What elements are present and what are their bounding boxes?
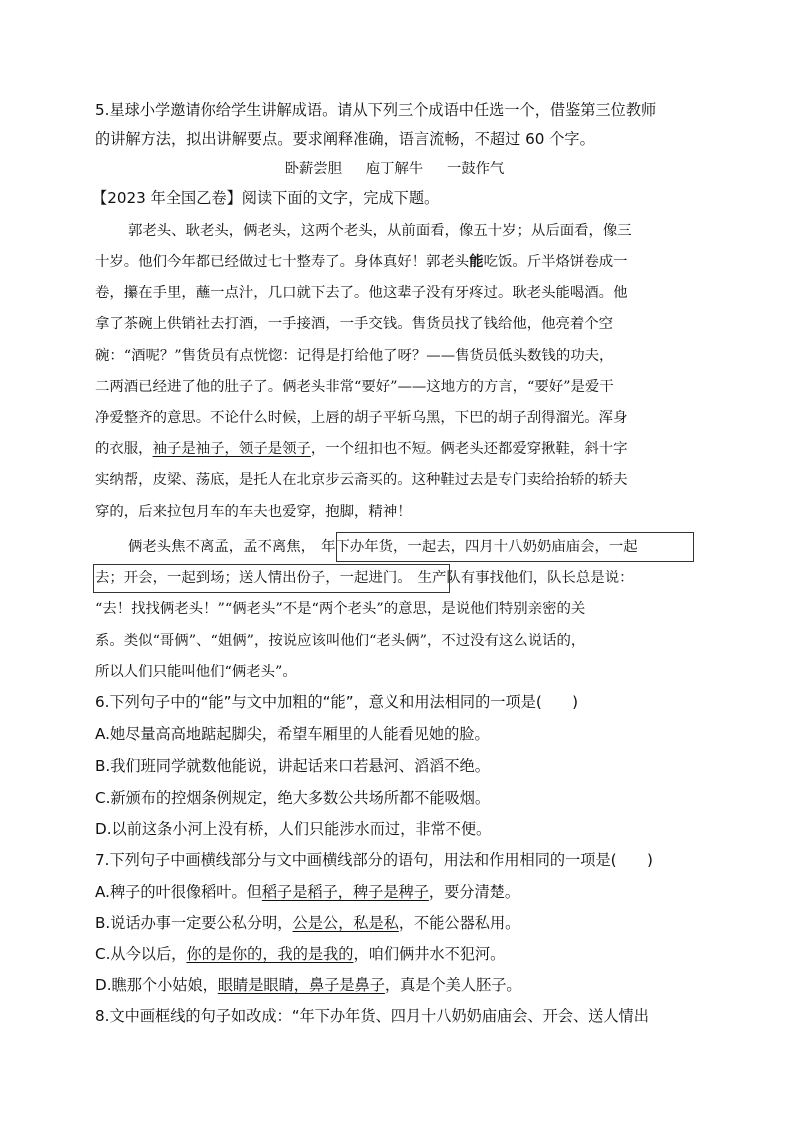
idiom-2: 庖丁解牛: [365, 161, 424, 177]
q5-idioms: [0, 159, 789, 179]
q7-option-b: B.说话办事一定要公私分明，公是公，私是私，不能公器私用。: [95, 914, 521, 932]
q7-option-a: A.稗子的叶很像稻叶。但稻子是稻子，稗子是稗子，要分清楚。: [95, 883, 521, 901]
passage-p2-line-2: 去；开会，一起到场；送人情出份子，一起进门。 生产队有事找他们，队长总是说：: [95, 570, 634, 586]
passage-p1-line-7: 净爱整齐的意思。不论什么时候，上唇的胡子平斩乌黑，下巴的胡子刮得溜光。浑身: [95, 410, 628, 426]
passage-p1-line-3: 卷，攥在手里，蘸一点汁，几口就下去了。他这辈子没有牙疼过。耿老头能喝酒。他: [95, 285, 628, 301]
q6-option-d: D.以前这条小河上没有桥，人们只能涉水而过，非常不便。: [95, 820, 492, 838]
passage-p1-line-10: 穿的，后来拉包月车的车夫也爱穿，抱脚，精神！: [95, 504, 412, 520]
passage-p2-line-4: 系。类似“哥俩”、“姐俩”，按说应该叫他们“老头俩”，不过没有这么说话的，: [95, 633, 586, 649]
bold-neng: 能: [469, 253, 484, 270]
q6-stem: 6.下列句子中的“能”与文中加粗的“能”，意义和用法相同的一项是( ): [95, 693, 579, 711]
q5-line-2: 的讲解方法，拟出讲解要点。要求阐释准确，语言流畅，不超过 60 个字。: [95, 130, 595, 148]
q7-stem: 7.下列句子中画横线部分与文中画横线部分的语句，用法和作用相同的一项是( ): [95, 851, 653, 869]
q7-option-d: D.瞧那个小姑娘，眼睛是眼睛，鼻子是鼻子，真是个美人胚子。: [95, 976, 522, 994]
passage-p1-line-2: 十岁。他们今年都已经做过七十整寿了。身体真好！郭老头能吃饭。斤半烙饼卷成一: [95, 253, 628, 270]
q6-option-c: C.新颁布的控烟条例规定，绝大多数公共场所都不能吸烟。: [95, 789, 491, 807]
framed-sentence-part-1: 年下办年货，一起去，四月十八奶奶庙庙会，一起: [321, 539, 638, 555]
q6-option-a: A.她尽量高高地踮起脚尖，希望车厢里的人能看见她的脸。: [95, 725, 490, 743]
source-heading: 【2023 年全国乙卷】阅读下面的文字，完成下题。: [92, 189, 440, 207]
underlined-phrase: 袖子是袖子，领子是领子: [152, 441, 311, 457]
framed-sentence-part-2: 去；开会，一起到场；送人情出份子，一起进门。: [95, 570, 412, 586]
passage-p2-line-3: “去！找找俩老头！”“俩老头”不是“两个老头”的意思，是说他们特别亲密的关: [95, 601, 586, 617]
q6-option-b: B.我们班同学就数他能说，讲起话来口若悬河、滔滔不绝。: [95, 757, 490, 775]
passage-p2-line-1: 俩老头焦不离孟，孟不离焦， 年下办年货，一起去，四月十八奶奶庙庙会，一起: [128, 539, 638, 555]
passage-p1-line-5: 碗：“酒呢？”售货员有点恍惚：记得是打给他了呀？——售货员低头数钱的功夫，: [95, 348, 614, 364]
passage-p2-line-5: 所以人们只能叫他们“俩老头”。: [95, 664, 297, 680]
idiom-1: 卧薪尝胆: [284, 161, 342, 177]
q8-stem: 8.文中画框线的句子如改成：“年下办年货、四月十八奶奶庙庙会、开会、送人情出: [95, 1007, 649, 1025]
passage-p1-line-8: 的衣服，袖子是袖子，领子是领子，一个纽扣也不短。俩老头还都爱穿揪鞋，斜十字: [95, 441, 628, 457]
q7-option-c: C.从今以后，你的是你的，我的是我的，咱们俩井水不犯河。: [95, 945, 506, 963]
q5-line-1: 5.星球小学邀请你给学生讲解成语。请从下列三个成语中任选一个，借鉴第三位教师: [95, 101, 657, 119]
passage-p1-line-6: 二两酒已经进了他的肚子了。俩老头非常“要好”——这地方的方言，“要好”是爱干: [95, 379, 614, 395]
passage-p1-line-4: 拿了茶碗上供销社去打酒，一手接酒，一手交钱。售货员找了钱给他，他亮着个空: [95, 316, 614, 332]
passage-p1-line-9: 实纳帮，皮梁、荡底，是托人在北京步云斋买的。这种鞋过去是专门卖给抬轿的轿夫: [95, 472, 628, 488]
passage-p1-line-1: 郭老头、耿老头，俩老头，这两个老头，从前面看，像五十岁；从后面看，像三: [128, 223, 632, 239]
idiom-3: 一鼓作气: [447, 161, 505, 177]
